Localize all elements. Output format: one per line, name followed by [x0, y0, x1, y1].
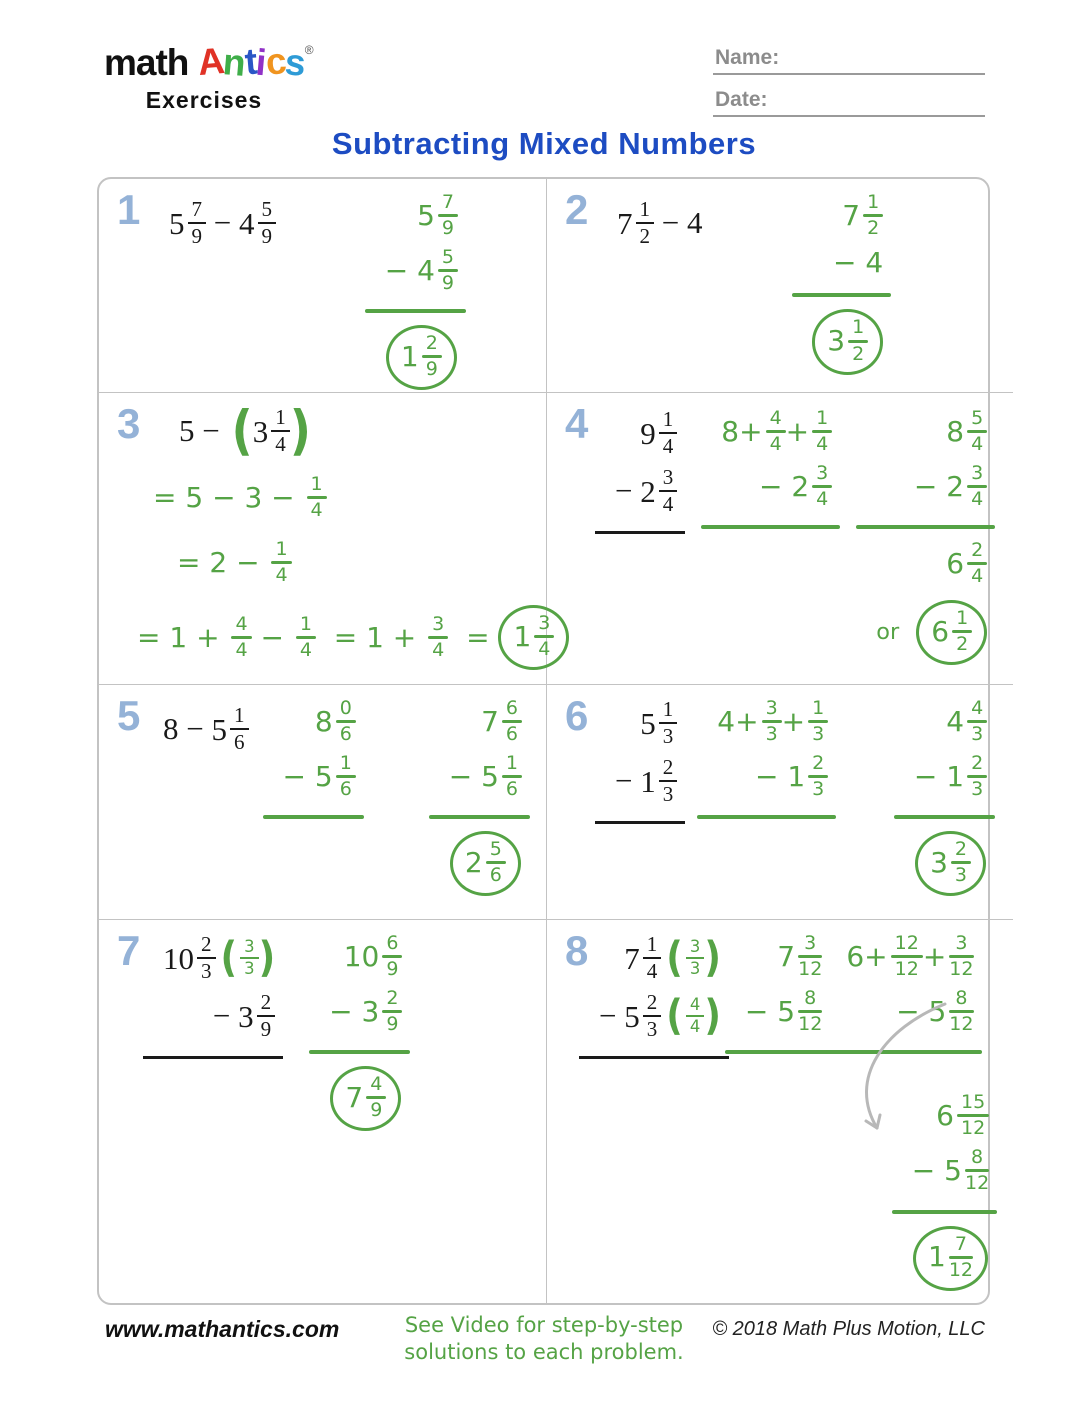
video-note	[404, 1312, 683, 1367]
problem-4-number: 4	[565, 400, 589, 447]
problem-2-cell	[547, 179, 1013, 393]
problem-7-cell	[99, 920, 547, 1303]
problem-6-statement: 5 $\frac{1}{3}$ − 1 $\frac{2}{3}$	[615, 699, 677, 896]
problem-3-solution: = 5 − 3 − $\frac{1}{4}$ = 2 − $\frac{1}{4}$ = 1 + $\frac{4}{4}$ − $\frac{1}{4}$ = 1 + $\frac{3}{4}$ = 1 $\frac{3}{4}$	[137, 475, 546, 670]
header-fields	[713, 46, 985, 130]
problem-8-cell	[547, 920, 1013, 1303]
problem-8-work-step3: 6 $\frac{15}{12}$ − 5 $\frac{8}{12}$ 1 $\frac{7}{12}$	[912, 1093, 989, 1290]
problem-5-statement: 8 − 5 $\frac{1}{6}$	[163, 699, 249, 896]
date-field[interactable]	[713, 88, 985, 117]
problem-8-work-step1: 7 $\frac{3}{12}$ − 5 $\frac{8}{12}$	[745, 934, 822, 1061]
problem-4-statement: 9 $\frac{1}{4}$ − 2 $\frac{3}{4}$	[615, 409, 677, 665]
name-field[interactable]	[713, 46, 985, 75]
problem-3-statement: 5 − ( 3 $\frac{1}{4}$ )	[179, 399, 312, 462]
problem-5-work-step1: 8 $\frac{0}{6}$ − 5 $\frac{1}{6}$	[283, 699, 356, 896]
website-url[interactable]: www.mathantics.com	[105, 1316, 340, 1342]
problem-1-statement: 5 $\frac{7}{9}$ − 4 $\frac{5}{9}$	[169, 193, 276, 390]
logo-subtitle: Exercises	[145, 87, 263, 113]
problem-5-number: 5	[117, 692, 141, 739]
problem-2-number: 2	[565, 186, 589, 233]
problem-1-cell	[99, 179, 547, 393]
problem-4-cell	[547, 393, 1013, 685]
problem-6-work-step2: 4 $\frac{4}{3}$ − 1 $\frac{2}{3}$ 3 $\frac{2}{3}$	[914, 699, 987, 896]
problem-6-cell	[547, 685, 1013, 920]
curved-arrow-icon	[845, 1000, 949, 1144]
problem-4-work-step2: 8 $\frac{5}{4}$ − 2 $\frac{3}{4}$ 6 $\frac{2}{4}$ or 6 $\frac{1}{2}$	[876, 409, 987, 665]
logo-antics-text: Antics	[195, 39, 307, 84]
problem-8-work-step2: 6+ $\frac{12}{12}$ + $\frac{3}{12}$ − 5 $\frac{8}{12}$	[846, 934, 973, 1061]
problem-3-cell	[99, 393, 551, 685]
page-title: Subtracting Mixed Numbers	[331, 126, 757, 161]
problem-3-number: 3	[117, 400, 141, 447]
video-note-line1: See Video for step-by-step	[404, 1313, 684, 1337]
problem-6-number: 6	[565, 692, 589, 739]
date-label: Date:	[715, 88, 768, 111]
problem-5-work-step2: 7 $\frac{6}{6}$ − 5 $\frac{1}{6}$ 2 $\frac{5}{6}$	[449, 699, 522, 896]
problem-6-work-step1: 4+ $\frac{3}{3}$ + $\frac{1}{3}$ − 1 $\frac{2}{3}$	[717, 699, 828, 896]
problem-1-solution: 5 $\frac{7}{9}$ − 4 $\frac{5}{9}$ 1 $\frac{2}{9}$	[385, 193, 458, 390]
problem-2-statement: 7 $\frac{1}{2}$ − 4	[617, 197, 703, 249]
copyright: © 2018 Math Plus Motion, LLC	[712, 1318, 985, 1340]
problem-1-number: 1	[117, 186, 141, 233]
problem-7-solution: 10 $\frac{6}{9}$ − 3 $\frac{2}{9}$ 7 $\frac{4}{9}$	[329, 934, 402, 1131]
name-label: Name:	[715, 46, 780, 69]
problem-8-statement: 7 $\frac{1}{4}$ ( $\frac{3}{3}$ ) − 5 $\frac{2}{3}$ ( $\frac{4}{4}$ )	[599, 934, 721, 1061]
video-note-line2: solutions to each problem.	[404, 1340, 684, 1365]
math-antics-logo	[104, 39, 313, 113]
problem-7-statement: 10 $\frac{2}{3}$ ( $\frac{3}{3}$ ) − 3 $\frac{2}{9}$	[163, 934, 275, 1131]
logo-math-text: math	[104, 42, 189, 83]
problem-4-work-step1: 8+ $\frac{4}{4}$ + $\frac{1}{4}$ − 2 $\frac{3}{4}$	[721, 409, 832, 665]
registered-mark: ®	[304, 43, 313, 57]
problem-7-number: 7	[117, 927, 141, 974]
problems-grid	[97, 177, 990, 1305]
problem-5-cell	[99, 685, 547, 920]
problem-2-solution: 7 $\frac{1}{2}$ − 4 3 $\frac{1}{2}$	[812, 193, 883, 375]
problem-8-number: 8	[565, 927, 589, 974]
